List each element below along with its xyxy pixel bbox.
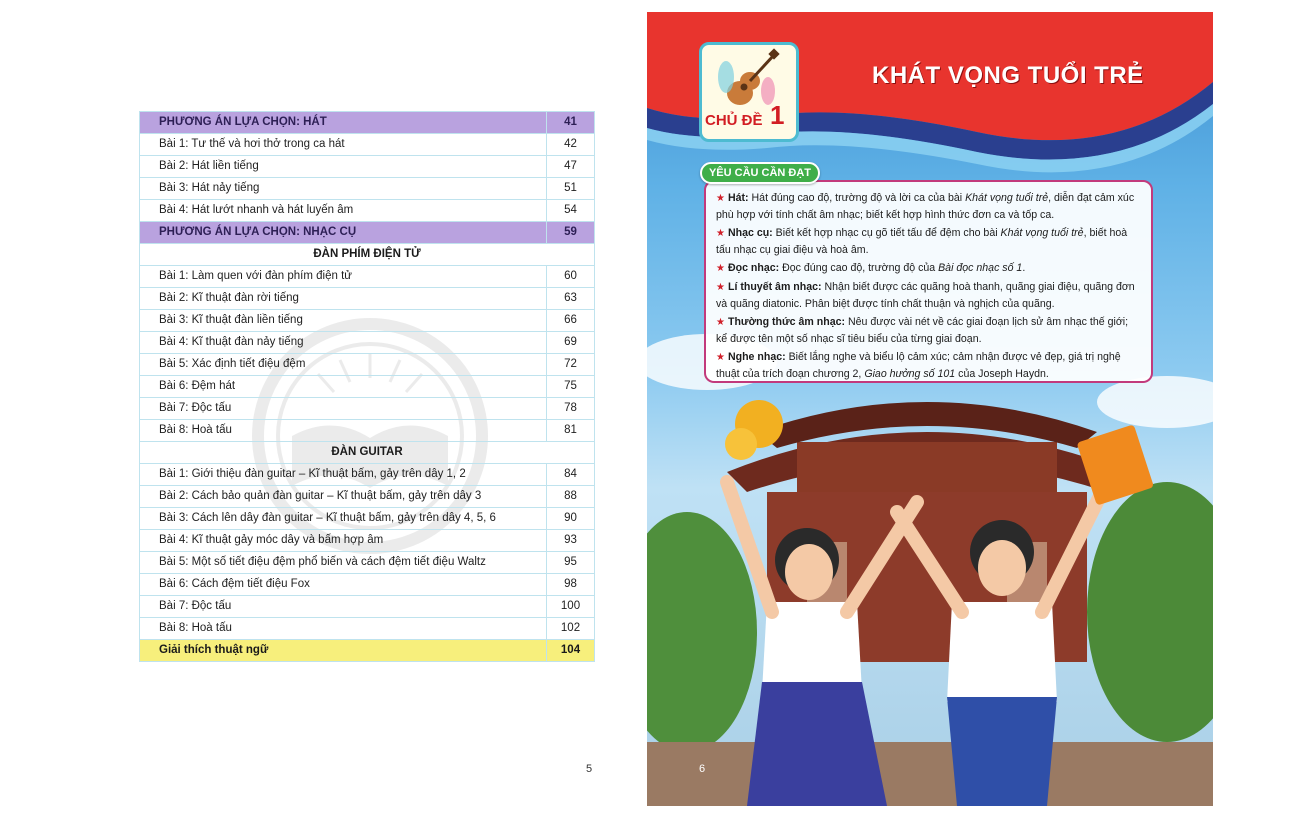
toc-section-title: ĐÀN GUITAR [140, 442, 595, 464]
toc-entry-page: 47 [547, 156, 595, 178]
toc-section-row [140, 244, 595, 266]
toc-entry-page: 41 [547, 112, 595, 134]
toc-entry-page: 102 [547, 618, 595, 640]
requirement-item [716, 260, 1141, 277]
toc-entry-page: 75 [547, 376, 595, 398]
requirement-text: Nhận biết được các quãng hoà thanh, quãng giai điệu, quãng đơn và quãng diatonic. Phân biệt được tính chất thuận và nghịch của quãng. [716, 281, 1135, 310]
requirement-text: , biết hoà tấu nhạc cụ giai điệu và hoà âm. [716, 227, 1128, 256]
toc-entry-page: 51 [547, 178, 595, 200]
toc-row [140, 552, 595, 574]
requirement-item [716, 225, 1141, 258]
toc-entry-title: Bài 8: Hoà tấu [140, 618, 547, 640]
requirements-box [704, 180, 1153, 383]
toc-row [140, 420, 595, 442]
requirement-label: Đọc nhạc: [727, 262, 780, 274]
toc-entry-title: Bài 8: Hoà tấu [140, 420, 547, 442]
toc-entry-page: 104 [547, 640, 595, 662]
topic-badge-label: CHỦ ĐỀ [705, 112, 763, 129]
page-number-right: 6 [699, 763, 706, 775]
toc-entry-title: PHƯƠNG ÁN LỰA CHỌN: HÁT [140, 112, 547, 134]
topic-title: KHÁT VỌNG TUỔI TRẺ [872, 62, 1144, 89]
star-icon: ★ [716, 193, 725, 204]
toc-entry-page: 98 [547, 574, 595, 596]
star-icon: ★ [716, 352, 725, 363]
toc-entry-page: 88 [547, 486, 595, 508]
requirement-label: Hát: [727, 192, 749, 204]
page-number-left: 5 [586, 763, 593, 775]
toc-row [140, 508, 595, 530]
requirement-text: Hát đúng cao độ, trường độ và lời ca của bài [748, 192, 966, 204]
requirement-text: . [1022, 262, 1026, 274]
toc-entry-title: Bài 5: Xác định tiết điệu đệm [140, 354, 547, 376]
toc-entry-title: Bài 2: Hát liền tiếng [140, 156, 547, 178]
toc-category-row [140, 112, 595, 134]
star-icon: ★ [716, 317, 725, 328]
toc-row [140, 134, 595, 156]
toc-entry-title: Bài 3: Cách lên dây đàn guitar – Kĩ thuật bấm, gảy trên dây 4, 5, 6 [140, 508, 547, 530]
toc-entry-title: Bài 1: Tư thế và hơi thở trong ca hát [140, 134, 547, 156]
toc-entry-title: Bài 2: Cách bảo quản đàn guitar – Kĩ thuật bấm, gảy trên dây 3 [140, 486, 547, 508]
table-of-contents [139, 111, 595, 662]
toc-entry-page: 60 [547, 266, 595, 288]
toc-entry-page: 93 [547, 530, 595, 552]
toc-row [140, 464, 595, 486]
toc-row [140, 376, 595, 398]
toc-entry-title: Giải thích thuật ngữ [140, 640, 547, 662]
toc-entry-title: Bài 7: Độc tấu [140, 398, 547, 420]
requirement-text: Đọc đúng cao độ, trường độ của [779, 262, 939, 274]
toc-entry-page: 69 [547, 332, 595, 354]
toc-entry-title: Bài 6: Đệm hát [140, 376, 547, 398]
requirement-text: Biết lắng nghe và biểu lộ cảm xúc; cảm nhận được vẻ đẹp, giá trị nghệ thuật của trích đoạn chương 2, [716, 351, 1121, 380]
toc-section-row [140, 442, 595, 464]
toc-entry-title: Bài 6: Cách đệm tiết điệu Fox [140, 574, 547, 596]
toc-entry-title: PHƯƠNG ÁN LỰA CHỌN: NHẠC CỤ [140, 222, 547, 244]
toc-row [140, 310, 595, 332]
toc-row [140, 178, 595, 200]
toc-row [140, 574, 595, 596]
requirement-label: Lí thuyết âm nhạc: [727, 281, 822, 293]
requirement-text: Nêu được vài nét về các giai đoạn lịch sử âm nhạc thế giới; kể được tên một số nhạc sĩ tiêu biểu của từng giai đoạn. [716, 316, 1129, 345]
requirement-text: , diễn đạt cảm xúc phù hợp với tính chất âm nhạc; biết kết hợp hình thức đơn ca và tốp ca. [716, 192, 1135, 221]
toc-glossary-row [140, 640, 595, 662]
toc-entry-title: Bài 5: Một số tiết điệu đệm phổ biến và cách đệm tiết điệu Waltz [140, 552, 547, 574]
requirement-label: Thường thức âm nhạc: [727, 316, 846, 328]
toc-entry-title: Bài 7: Độc tấu [140, 596, 547, 618]
toc-row [140, 486, 595, 508]
requirements-tag: YÊU CẦU CẦN ĐẠT [700, 162, 820, 184]
toc-entry-title: Bài 4: Hát lướt nhanh và hát luyến âm [140, 200, 547, 222]
toc-entry-page: 95 [547, 552, 595, 574]
requirement-text: Biết kết hợp nhạc cụ gõ tiết tấu để đệm cho bài [772, 227, 1001, 239]
requirement-item [716, 349, 1141, 382]
toc-entry-title: Bài 4: Kĩ thuật gảy móc dây và bấm hợp âm [140, 530, 547, 552]
star-icon: ★ [716, 282, 725, 293]
toc-entry-page: 42 [547, 134, 595, 156]
toc-row [140, 354, 595, 376]
toc-entry-title: Bài 2: Kĩ thuật đàn rời tiếng [140, 288, 547, 310]
toc-entry-page: 63 [547, 288, 595, 310]
toc-row [140, 156, 595, 178]
requirement-text: của Joseph Haydn. [955, 368, 1049, 380]
requirement-item [716, 279, 1141, 312]
toc-entry-page: 81 [547, 420, 595, 442]
star-icon: ★ [716, 263, 725, 274]
toc-entry-title: Bài 1: Làm quen với đàn phím điện tử [140, 266, 547, 288]
toc-section-title: ĐÀN PHÍM ĐIỆN TỬ [140, 244, 595, 266]
requirement-label: Nhạc cụ: [727, 227, 773, 239]
toc-entry-page: 66 [547, 310, 595, 332]
toc-row [140, 200, 595, 222]
requirement-work-title: Khát vọng tuổi trẻ [1000, 227, 1084, 239]
toc-entry-page: 90 [547, 508, 595, 530]
toc-row [140, 266, 595, 288]
requirement-label: Nghe nhạc: [727, 351, 786, 363]
toc-row [140, 288, 595, 310]
toc-entry-title: Bài 1: Giới thiệu đàn guitar – Kĩ thuật bấm, gảy trên dây 1, 2 [140, 464, 547, 486]
requirement-work-title: Khát vọng tuổi trẻ [965, 192, 1049, 204]
requirement-work-title: Bài đọc nhạc số 1 [938, 262, 1023, 274]
requirement-item [716, 314, 1141, 347]
toc-entry-page: 54 [547, 200, 595, 222]
toc-entry-page: 72 [547, 354, 595, 376]
toc-entry-title: Bài 3: Hát nảy tiếng [140, 178, 547, 200]
toc-entry-page: 100 [547, 596, 595, 618]
requirement-work-title: Giao hưởng số 101 [864, 368, 956, 380]
toc-row [140, 530, 595, 552]
toc-row [140, 618, 595, 640]
toc-entry-page: 59 [547, 222, 595, 244]
toc-row [140, 398, 595, 420]
toc-row [140, 332, 595, 354]
toc-entry-page: 84 [547, 464, 595, 486]
toc-row [140, 596, 595, 618]
toc-entry-title: Bài 3: Kĩ thuật đàn liền tiếng [140, 310, 547, 332]
star-icon: ★ [716, 228, 725, 239]
toc-entry-title: Bài 4: Kĩ thuật đàn nảy tiếng [140, 332, 547, 354]
toc-entry-page: 78 [547, 398, 595, 420]
topic-badge-number: 1 [770, 100, 785, 130]
requirement-item [716, 190, 1141, 223]
toc-category-row [140, 222, 595, 244]
